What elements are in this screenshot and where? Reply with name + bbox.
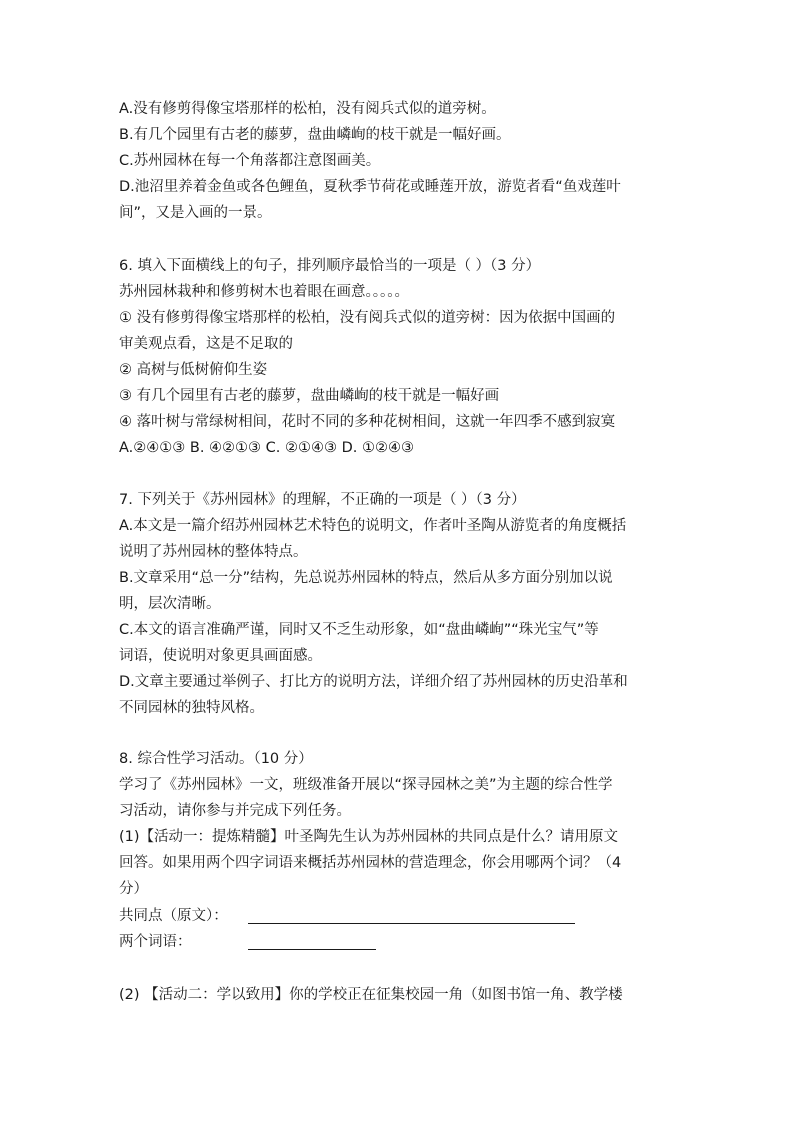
q6-line: ④ 落叶树与常绿树相间，花时不同的多种花树相间，这就一年四季不感到寂寞: [119, 414, 616, 430]
q5-option-c: C.苏州园林在每一个角落都注意图画美。: [119, 153, 381, 169]
q6-line: ② 高树与低树俯仰生姿: [119, 362, 268, 378]
q5-option-d-continued: 间”，又是入画的一景。: [119, 205, 272, 221]
q8-task2: (2) 【活动二：学以致用】你的学校正在征集校园一角（如图书馆一角、教学楼: [119, 987, 623, 1003]
q8-title: 8. 综合性学习活动。（10 分）: [119, 751, 313, 767]
q6-line: ③ 有几个园里有古老的藤萝，盘曲嶙峋的枝干就是一幅好画: [119, 388, 500, 404]
q5-option-d: D.池沼里养着金鱼或各色鲤鱼，夏秋季节荷花或睡莲开放，游览者看“鱼戏莲叶: [119, 179, 621, 195]
q6-answer-options: A.②④①③ B. ④②①③ C. ②①④③ D. ①②④③: [119, 440, 414, 456]
q6-line: ① 没有修剪得像宝塔那样的松柏，没有阅兵式似的道旁树：因为依据中国画的: [119, 310, 616, 326]
common-point-blank[interactable]: [248, 923, 575, 924]
q6-line: 审美观点看，这是不足取的: [119, 336, 293, 352]
q6-line: 苏州园林栽种和修剪树木也着眼在画意。。。。。: [119, 284, 409, 300]
two-words-blank[interactable]: [248, 949, 376, 950]
q7-option-d: D.文章主要通过举例子、打比方的说明方法，详细介绍了苏州园林的历史沿革和: [119, 674, 628, 690]
q8-task1: 回答。如果用两个四字词语来概括苏州园林的营造理念，你会用哪两个词？（4: [119, 855, 622, 871]
q7-option-b-continued: 明，层次清晰。: [119, 596, 221, 612]
two-words-row: [119, 932, 192, 952]
q8-intro: 学习了《苏州园林》一文，班级准备开展以“探寻园林之美”为主题的综合性学: [119, 777, 613, 793]
q7-option-c: C.本文的语言准确严谨，同时又不乏生动形象，如“盘曲嶙峋”“珠光宝气”等: [119, 622, 599, 638]
q5-option-a: A.没有修剪得像宝塔那样的松柏，没有阅兵式似的道旁树。: [119, 101, 496, 117]
q8-task1: (1)【活动一：提炼精髓】叶圣陶先生认为苏州园林的共同点是什么？请用原文: [119, 829, 619, 845]
q7-option-d-continued: 不同园林的独特风格。: [119, 700, 264, 716]
common-point-row: [119, 906, 228, 926]
q7-option-a-continued: 说明了苏州园林的整体特点。: [119, 544, 308, 560]
q5-option-b: B.有几个园里有古老的藤萝，盘曲嶙峋的枝干就是一幅好画。: [119, 127, 511, 143]
q7-option-a: A.本文是一篇介绍苏州园林艺术特色的说明文，作者叶圣陶从游览者的角度概括: [119, 518, 627, 534]
q6-title: 6. 填入下面横线上的句子，排列顺序最恰当的一项是（ ）（3 分）: [119, 258, 541, 274]
q7-option-c-continued: 词语，使说明对象更具画面感。: [119, 648, 322, 664]
common-point-label: 共同点（原文）：: [119, 908, 228, 924]
q8-intro: 习活动，请你参与并完成下列任务。: [119, 803, 351, 819]
q7-title: 7. 下列关于《苏州园林》的理解，不正确的一项是（ ）（3 分）: [119, 492, 526, 508]
q7-option-b: B.文章采用“总一分”结构，先总说苏州园林的特点，然后从多方面分别加以说: [119, 570, 613, 586]
two-words-label: 两个词语：: [119, 934, 192, 950]
q8-task1: 分）: [119, 881, 148, 897]
